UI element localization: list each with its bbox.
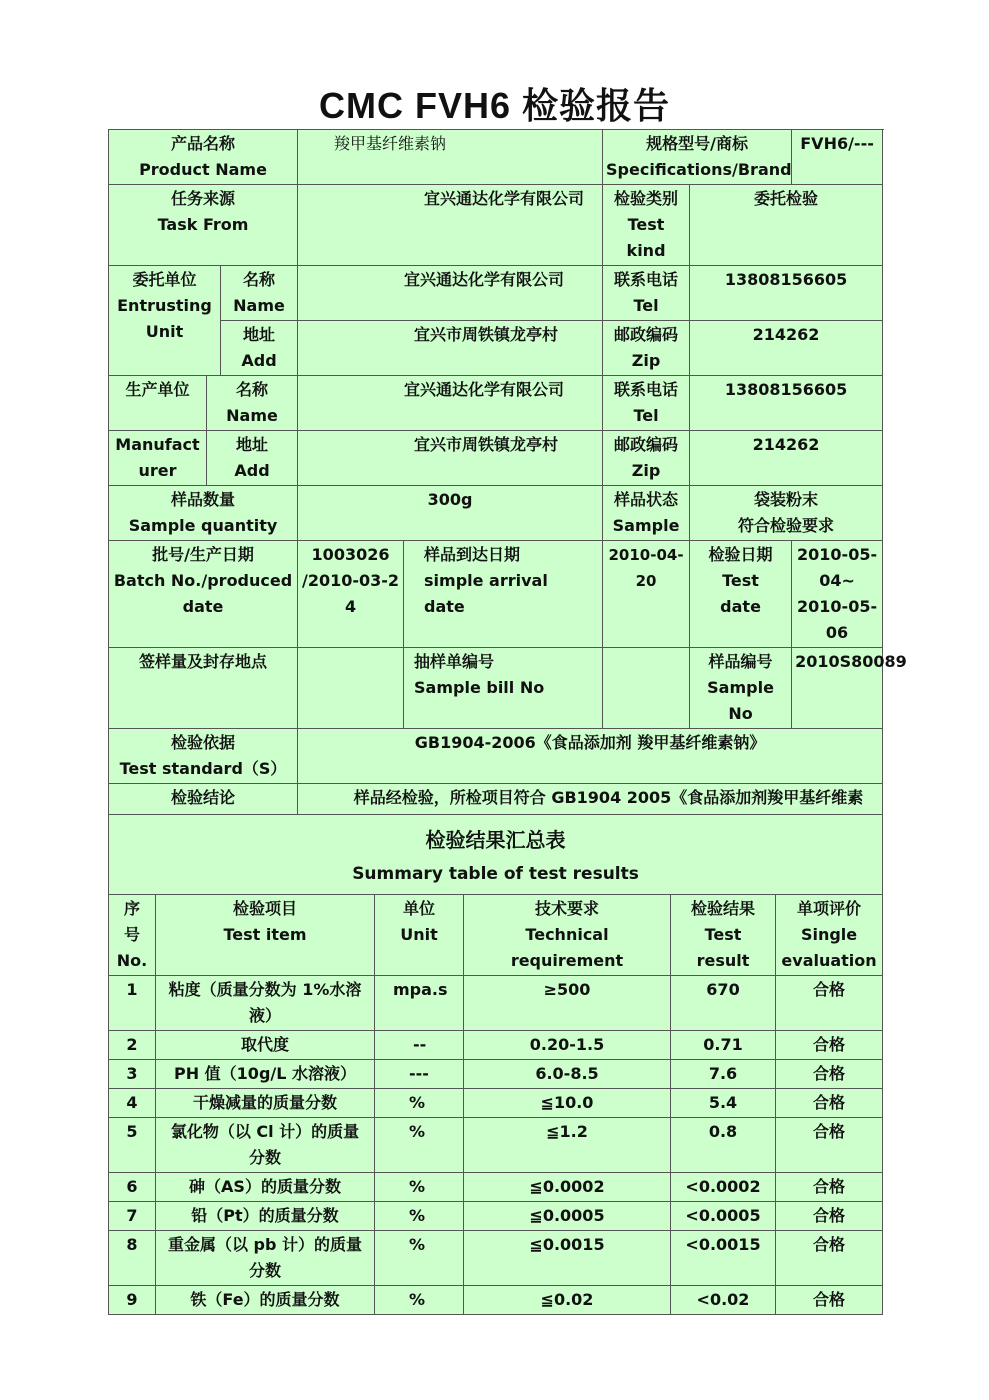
table-row <box>109 976 883 1031</box>
summary-table <box>108 814 883 1315</box>
row-requirement: ≦1.2 <box>464 1118 671 1173</box>
manufacturer-zip-label: 邮政编码 Zip <box>603 431 690 486</box>
row-requirement: ≦0.02 <box>464 1286 671 1315</box>
sample-no-label: 样品编号 Sample No <box>690 648 792 729</box>
conclusion-value: 样品经检验，所检项目符合 GB1904 2005《食品添加剂羧甲基纤维素 <box>298 784 883 862</box>
product-name-label: 产品名称 Product Name <box>109 130 298 185</box>
row-evaluation: 合格 <box>776 1118 883 1173</box>
row-unit: % <box>375 1118 464 1173</box>
task-from-value: 宜兴通达化学有限公司 <box>298 185 603 266</box>
row-item: 重金属（以 pb 计）的质量 分数 <box>156 1231 375 1286</box>
test-kind-value: 委托检验 <box>690 185 883 266</box>
entrusting-add-label: 地址 Add <box>221 321 298 376</box>
row-no: 2 <box>109 1031 156 1060</box>
row-evaluation: 合格 <box>776 1202 883 1231</box>
table-row <box>109 1089 883 1118</box>
row-unit: --- <box>375 1060 464 1089</box>
row-manufacturer-add <box>109 431 883 486</box>
row-evaluation: 合格 <box>776 976 883 1031</box>
table-row <box>109 1118 883 1173</box>
manufacturer-zip-value: 214262 <box>690 431 883 486</box>
sample-qty-label: 样品数量 Sample quantity <box>109 486 298 541</box>
row-no: 3 <box>109 1060 156 1089</box>
row-no: 1 <box>109 976 156 1031</box>
manufacturer-tel-label: 联系电话 Tel <box>603 376 690 431</box>
row-unit: -- <box>375 1031 464 1060</box>
report-title: CMC FVH6 检验报告 <box>318 85 670 126</box>
header-test-item: 检验项目 Test item <box>156 895 375 976</box>
row-seal <box>109 648 883 729</box>
row-result: <0.0005 <box>671 1202 776 1231</box>
row-manufacturer-name <box>109 376 883 431</box>
row-unit: % <box>375 1231 464 1286</box>
manufacturer-tel-value: 13808156605 <box>690 376 883 431</box>
entrusting-tel-value: 13808156605 <box>690 266 883 321</box>
table-row <box>109 1202 883 1231</box>
row-no: 9 <box>109 1286 156 1315</box>
seal-value <box>298 648 404 729</box>
row-standard <box>109 729 883 784</box>
row-unit: % <box>375 1089 464 1118</box>
entrusting-add-value: 宜兴市周铁镇龙亭村 <box>298 321 603 376</box>
header-evaluation: 单项评价 Single evaluation <box>776 895 883 976</box>
seal-label: 签样量及封存地点 <box>109 648 298 729</box>
manufacturer-label-bottom: Manufact urer <box>109 431 207 486</box>
sample-state-label: 样品状态 Sample <box>603 486 690 541</box>
header-no: 序 号 No. <box>109 895 156 976</box>
sample-qty-value: 300g <box>298 486 603 541</box>
test-date-value: 2010-05-04~ 2010-05-06 <box>792 541 883 648</box>
entrusting-unit-label: 委托单位 Entrusting Unit <box>109 266 221 376</box>
row-evaluation: 合格 <box>776 1286 883 1315</box>
row-requirement: ≦0.0002 <box>464 1173 671 1202</box>
sample-no-value: 2010S80089 <box>792 648 883 729</box>
row-no: 6 <box>109 1173 156 1202</box>
entrusting-name-label: 名称 Name <box>221 266 298 321</box>
table-row <box>109 1031 883 1060</box>
row-item: 氯化物（以 Cl 计）的质量 分数 <box>156 1118 375 1173</box>
table-row <box>109 1231 883 1286</box>
manufacturer-add-value: 宜兴市周铁镇龙亭村 <box>298 431 603 486</box>
spec-value: FVH6/--- <box>792 130 883 185</box>
row-no: 4 <box>109 1089 156 1118</box>
row-evaluation: 合格 <box>776 1173 883 1202</box>
row-result: 670 <box>671 976 776 1031</box>
product-name-value: 羧甲基纤维素钠 <box>298 130 603 185</box>
table-row <box>109 1060 883 1089</box>
header-requirement: 技术要求 Technical requirement <box>464 895 671 976</box>
summary-header-row <box>109 895 883 976</box>
row-result: <0.02 <box>671 1286 776 1315</box>
row-item: 取代度 <box>156 1031 375 1060</box>
row-evaluation: 合格 <box>776 1031 883 1060</box>
row-result: <0.0015 <box>671 1231 776 1286</box>
row-item: 干燥减量的质量分数 <box>156 1089 375 1118</box>
test-kind-label: 检验类别 Test kind <box>603 185 690 266</box>
arrival-label: 样品到达日期 simple arrival date <box>404 541 603 648</box>
row-unit: mpa.s <box>375 976 464 1031</box>
batch-label: 批号/生产日期 Batch No./produced date <box>109 541 298 648</box>
bill-value <box>603 648 690 729</box>
row-task <box>109 185 883 266</box>
row-item: 铅（Pt）的质量分数 <box>156 1202 375 1231</box>
manufacturer-label-top: 生产单位 <box>109 376 207 431</box>
row-entrusting-add <box>109 321 883 376</box>
table-row <box>109 1173 883 1202</box>
row-requirement: ≦0.0015 <box>464 1231 671 1286</box>
batch-value: 1003026 /2010-03-2 4 <box>298 541 404 648</box>
row-no: 8 <box>109 1231 156 1286</box>
row-result: 0.71 <box>671 1031 776 1060</box>
test-date-label: 检验日期 Test date <box>690 541 792 648</box>
report-info-table <box>108 129 907 862</box>
spec-label: 规格型号/商标 Specifications/Brand <box>603 130 792 185</box>
conclusion-label: 检验结论 <box>109 784 298 862</box>
bill-label: 抽样单编号 Sample bill No <box>404 648 603 729</box>
row-result: 7.6 <box>671 1060 776 1089</box>
task-from-label: 任务来源 Task From <box>109 185 298 266</box>
row-requirement: 6.0-8.5 <box>464 1060 671 1089</box>
row-unit: % <box>375 1202 464 1231</box>
row-unit: % <box>375 1286 464 1315</box>
row-evaluation: 合格 <box>776 1060 883 1089</box>
sample-state-value: 袋装粉末 符合检验要求 <box>690 486 883 541</box>
row-item: 粘度（质量分数为 1%水溶 液） <box>156 976 375 1031</box>
standard-value: GB1904-2006《食品添加剂 羧甲基纤维素钠》 <box>298 729 883 784</box>
row-evaluation: 合格 <box>776 1089 883 1118</box>
row-requirement: ≦0.0005 <box>464 1202 671 1231</box>
manufacturer-name-value: 宜兴通达化学有限公司 <box>298 376 603 431</box>
row-sample <box>109 486 883 541</box>
row-result: 0.8 <box>671 1118 776 1173</box>
row-item: PH 值（10g/L 水溶液） <box>156 1060 375 1089</box>
manufacturer-name-label: 名称 Name <box>207 376 298 431</box>
row-result: 5.4 <box>671 1089 776 1118</box>
row-batch <box>109 541 883 648</box>
row-entrusting-name <box>109 266 883 321</box>
row-requirement: ≥500 <box>464 976 671 1031</box>
row-requirement: 0.20-1.5 <box>464 1031 671 1060</box>
row-item: 铁（Fe）的质量分数 <box>156 1286 375 1315</box>
entrusting-tel-label: 联系电话 Tel <box>603 266 690 321</box>
row-unit: % <box>375 1173 464 1202</box>
header-result: 检验结果 Test result <box>671 895 776 976</box>
row-no: 5 <box>109 1118 156 1173</box>
entrusting-zip-label: 邮政编码 Zip <box>603 321 690 376</box>
entrusting-zip-value: 214262 <box>690 321 883 376</box>
summary-title-row <box>109 815 883 895</box>
summary-title: 检验结果汇总表 <box>425 828 566 852</box>
manufacturer-add-label: 地址 Add <box>207 431 298 486</box>
table-row <box>109 1286 883 1315</box>
arrival-value: 2010-04-20 <box>603 541 690 648</box>
row-product <box>109 130 883 185</box>
summary-subtitle: Summary table of test results <box>352 864 639 884</box>
row-no: 7 <box>109 1202 156 1231</box>
standard-label: 检验依据 Test standard（S） <box>109 729 298 784</box>
entrusting-name-value: 宜兴通达化学有限公司 <box>298 266 603 321</box>
row-item: 砷（AS）的质量分数 <box>156 1173 375 1202</box>
header-unit: 单位 Unit <box>375 895 464 976</box>
row-evaluation: 合格 <box>776 1231 883 1286</box>
row-result: <0.0002 <box>671 1173 776 1202</box>
row-requirement: ≦10.0 <box>464 1089 671 1118</box>
